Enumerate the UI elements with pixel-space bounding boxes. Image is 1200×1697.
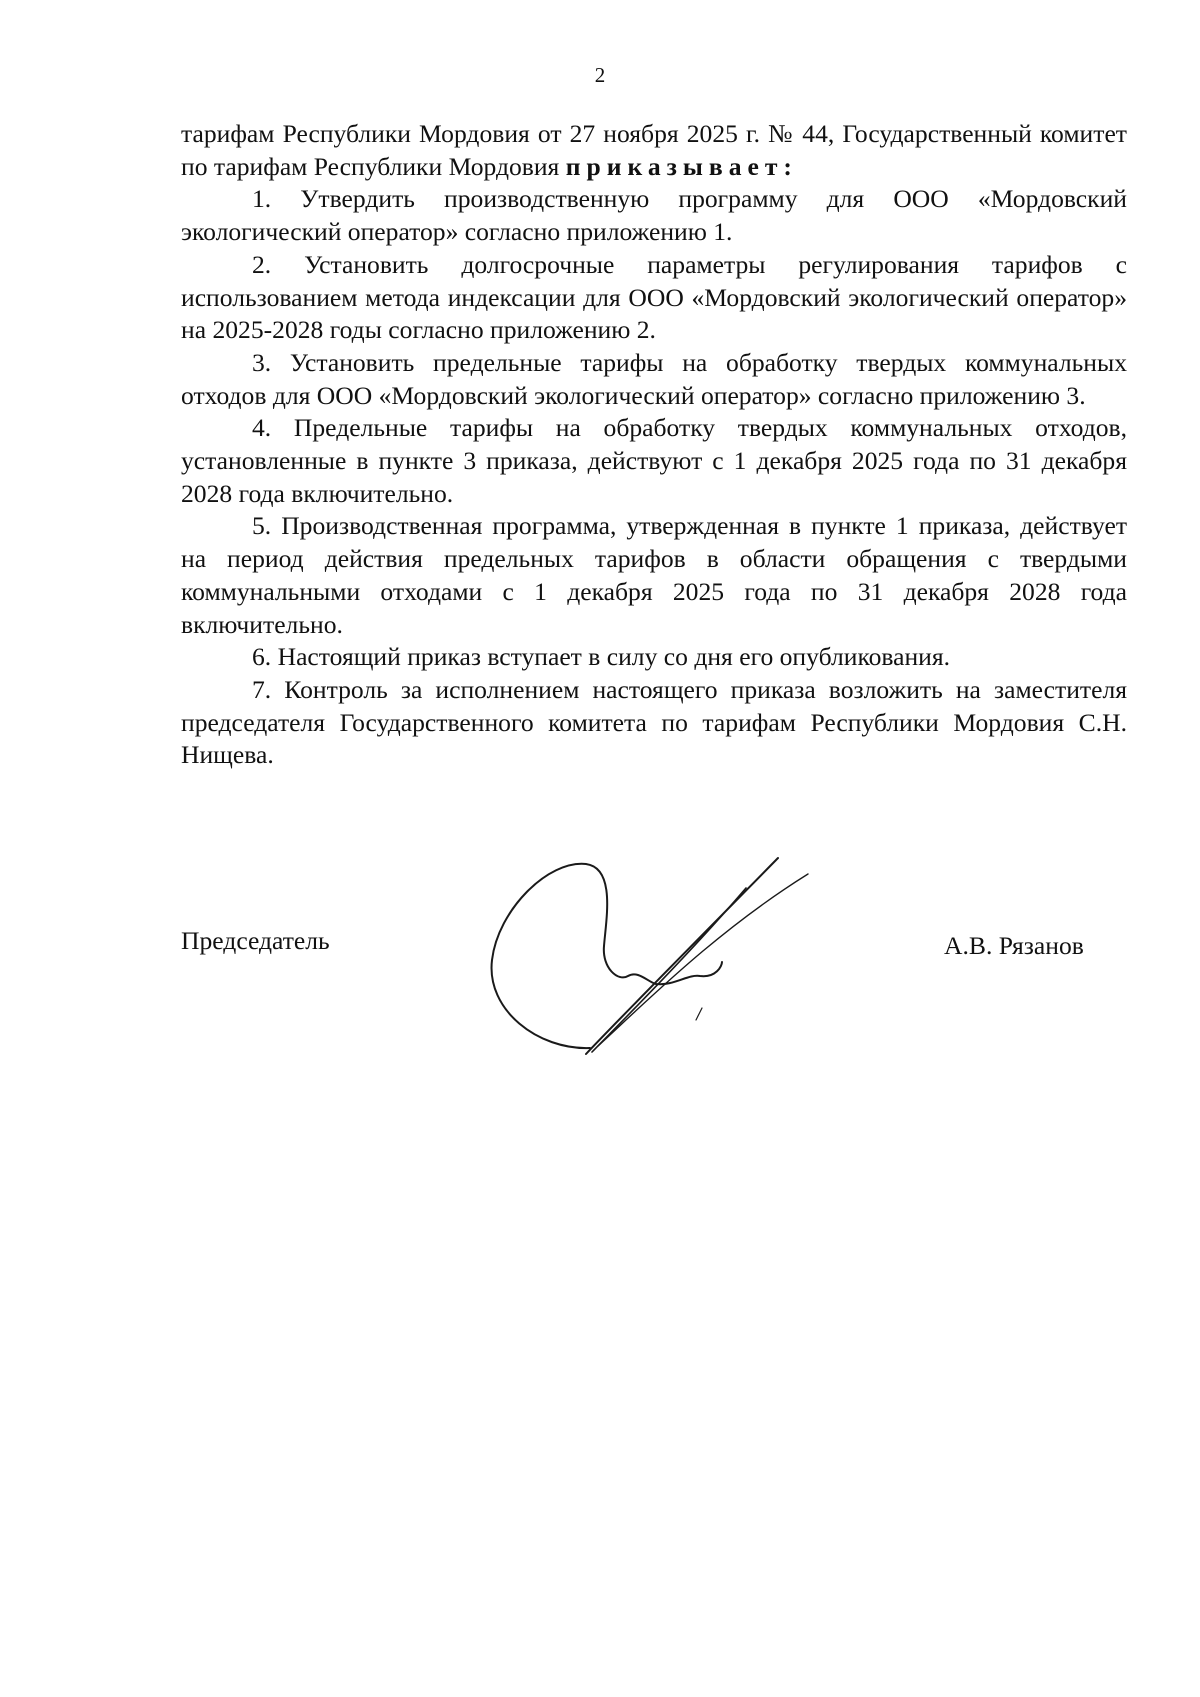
signatory-position: Председатель: [181, 926, 330, 955]
page-number: 2: [594, 63, 606, 87]
order-keyword: приказывает:: [565, 151, 798, 181]
order-item-5: 5. Производственная программа, утвержденная в пункте 1 приказа, действует на период действия предельных тарифов в области обращения с твердыми коммунальными отходами с 1 декабря 2025 года по 31 декабря 2028 года включительно.: [181, 511, 1127, 639]
order-item-7: 7. Контроль за исполнением настоящего приказа возложить на заместителя председателя Государственного комитета по тарифам Республики Мордовия С.Н. Нищева.: [181, 674, 1127, 770]
handwritten-signature-icon: [478, 850, 828, 1070]
order-item-2: 2. Установить долгосрочные параметры регулирования тарифов с использованием метода индексации для ООО «Мордовский экологический оператор» на 2025-2028 годы согласно приложению 2.: [181, 249, 1127, 345]
intro-text: тарифам Республики Мордовия от 27 ноября 2025 г. № 44, Государственный комитет по тарифам Республики Мордовия: [181, 119, 1127, 181]
signatory-name: А.В. Рязанов: [944, 931, 1084, 960]
document-body: [181, 118, 1127, 772]
order-item-4: 4. Предельные тарифы на обработку твердых коммунальных отходов, установленные в пункте 3 приказа, действуют с 1 декабря 2025 года по 31 декабря 2028 года включительно.: [181, 413, 1127, 508]
order-item-3: 3. Установить предельные тарифы на обработку твердых коммунальных отходов для ООО «Мордовский экологический оператор» согласно приложению 3.: [181, 347, 1127, 410]
order-item-1: 1. Утвердить производственную программу для ООО «Мордовский экологический оператор» согласно приложению 1.: [181, 184, 1127, 247]
intro-paragraph: [181, 118, 1127, 183]
order-item-6: 6. Настоящий приказ вступает в силу со дня его опубликования.: [252, 642, 951, 672]
